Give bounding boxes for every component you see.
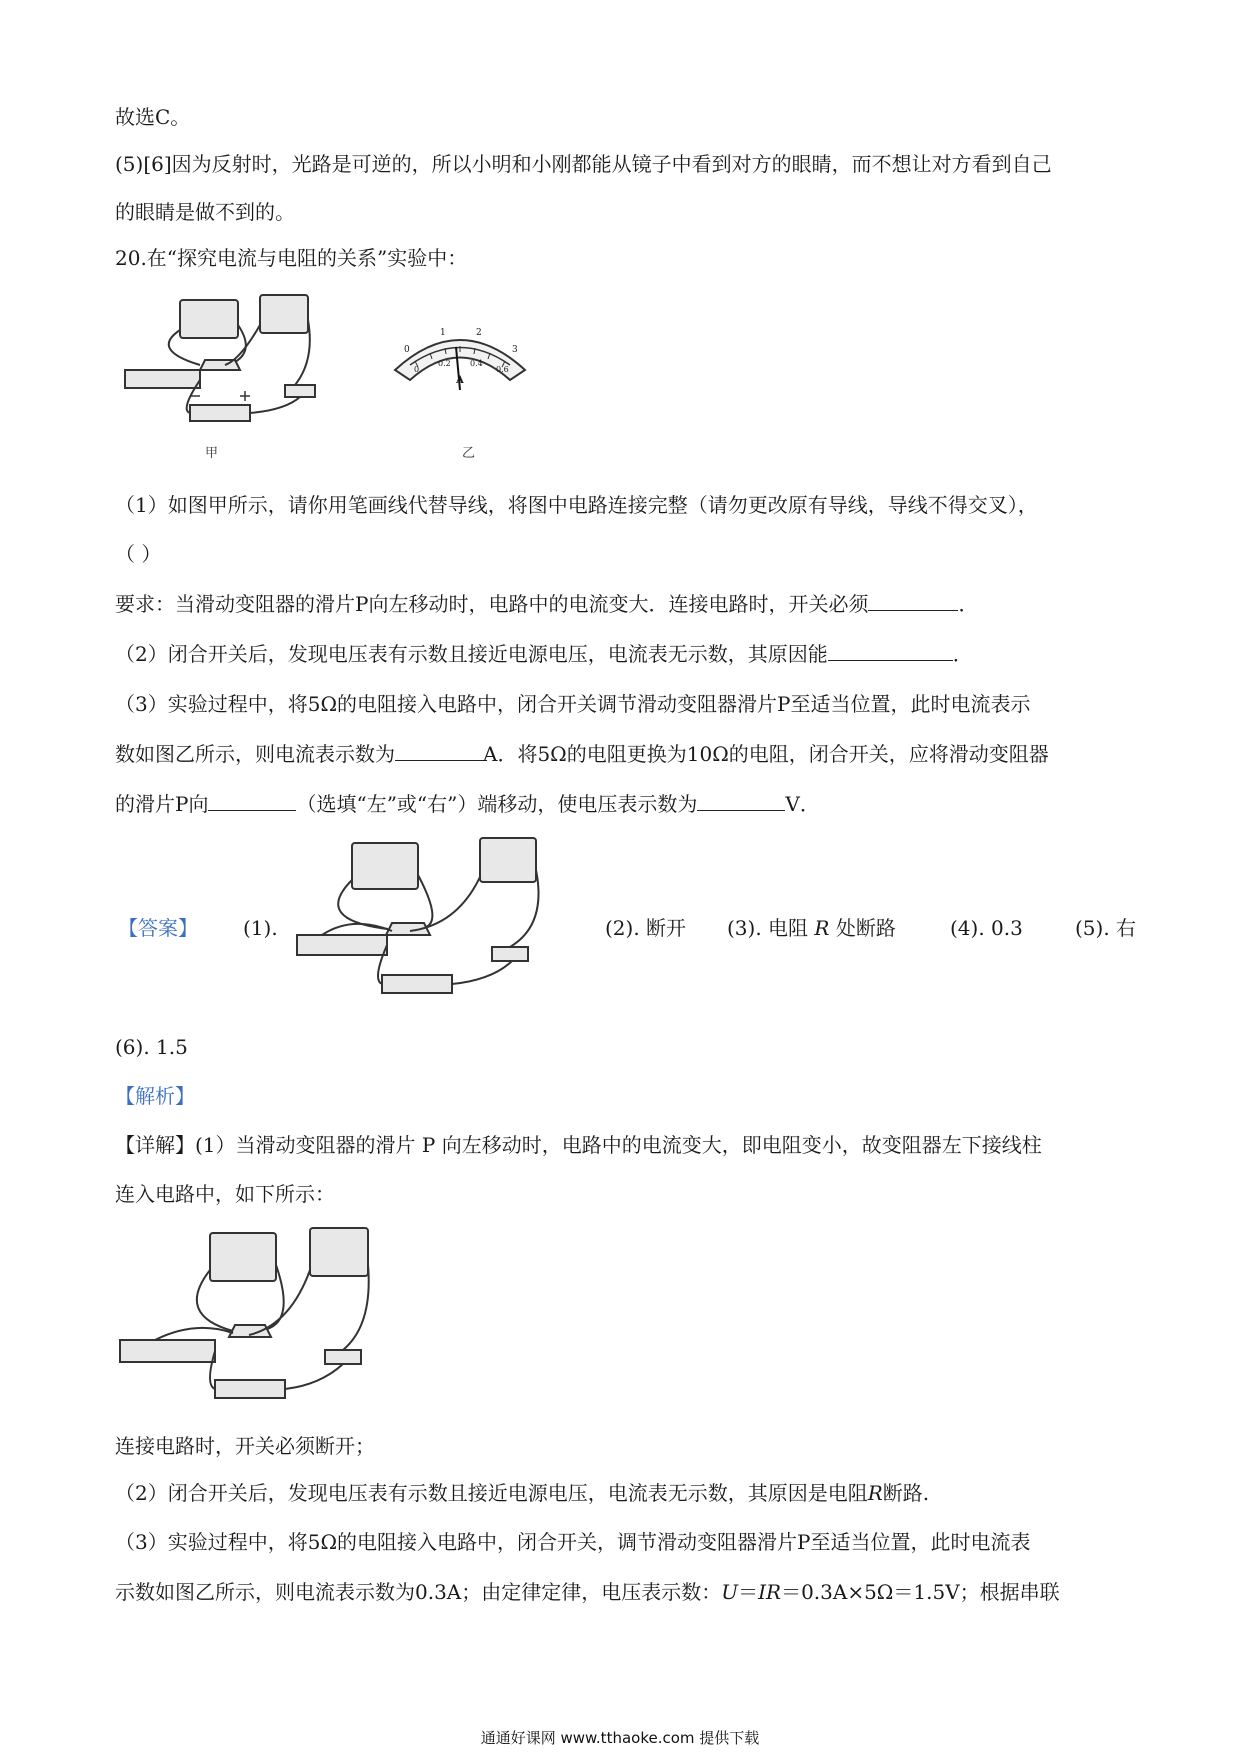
question-20-title: 20.在“探究电流与电阻的关系”实验中： [115,246,468,270]
question-3-line-c [115,790,820,818]
detail-4-end: 断路. [882,1481,930,1505]
detail-line-2: 连入电路中，如下所示： [115,1182,335,1206]
ammeter-tick-bottom-1: 0.2 [438,359,451,368]
detail-4-var: R [867,1481,883,1505]
detail-line-3: 连接电路时，开关必须断开； [115,1434,375,1458]
formula-ir: IR [758,1580,782,1604]
answer-2: (2). 断开 [605,916,687,940]
detail-4-text: （2）闭合开关后，发现电压表有示数且接近电源电压，电流表无示数，其原因是电阻 [115,1481,868,1505]
question-3-line-a: （3）实验过程中，将5Ω的电阻接入电路中，闭合开关调节滑动变阻器滑片P至适当位置，此时电流表示 [115,692,1031,716]
period: ． [952,642,973,666]
answer-5: (5). 右 [1075,916,1137,940]
ammeter-tick-bottom-2: 0.4 [470,359,483,368]
question-3b-text-1: 数如图乙所示，则电流表示数为 [115,742,395,766]
figure-yi-label: 乙 [462,446,476,461]
question-1-line-b: （ ） [115,542,162,566]
question-2-line [115,640,973,668]
detail-line-4 [115,1479,929,1507]
ammeter-unit-label: A [456,375,464,386]
answer-6: (6). 1.5 [115,1035,188,1059]
answer-3-end: 处断路 [835,916,896,940]
page-footer[interactable]: 通通好课网 www.tthaoke.com 提供下载 [480,1729,760,1747]
switch-state-blank[interactable] [868,590,958,611]
detail-line-6 [115,1578,1060,1606]
ammeter-tick-top-2: 2 [476,328,482,338]
direction-blank[interactable] [208,790,296,811]
detail-line-5: （3）实验过程中，将5Ω的电阻接入电路中，闭合开关，调节滑动变阻器滑片P至适当位置，此时电流表 [115,1530,1031,1554]
ammeter-tick-top-3: 3 [512,345,518,355]
answer-1-label: (1). [243,916,278,940]
answer-circuit-figure [292,835,567,1005]
ammeter-tick-top-1: 1 [440,328,446,338]
solution-circuit-figure [115,1225,375,1400]
analysis-tag: 【解析】 [115,1084,195,1108]
answer-3-text: (3). 电阻 [727,916,809,940]
ammeter-tick-bottom-0: 0 [414,365,420,374]
figure-jia-circuit [120,290,420,440]
voltage-blank[interactable] [697,790,785,811]
question-3c-text-3: V． [785,792,820,816]
answer-3 [727,914,896,942]
text-line-3: 的眼睛是做不到的。 [115,200,295,224]
question-2-text: （2）闭合开关后，发现电压表有示数且接近电源电压，电流表无示数，其原因能 [115,642,828,666]
answer-3-var: R [814,916,830,940]
figure-jia-label: 甲 [205,446,219,461]
question-1-text: 要求：当滑动变阻器的滑片P向左移动时，电路中的电流变大．连接电路时，开关必须 [115,592,869,616]
formula-u: U [721,1580,739,1604]
cause-blank[interactable] [828,640,953,661]
current-reading-blank[interactable] [395,740,483,761]
formula-eq: ＝ [738,1580,759,1604]
answer-4: (4). 0.3 [950,916,1023,940]
question-3c-text-2: （选填“左”或“右”）端移动，使电压表示数为 [296,792,698,816]
question-1-line-c [115,590,978,618]
question-3c-text-1: 的滑片P向 [115,792,209,816]
answer-tag: 【答案】 [118,916,198,940]
detail-line-1: 【详解】(1）当滑动变阻器的滑片 P 向左移动时，电路中的电流变大，即电阻变小，故变阻器左下接线柱 [115,1133,1042,1157]
period: ． [958,592,979,616]
text-line-1: 故选C。 [115,105,191,129]
ammeter-tick-top-0: 0 [404,345,410,355]
formula-rest: ＝0.3A×5Ω＝1.5V；根据串联 [781,1580,1060,1604]
ammeter-tick-bottom-3: 0.6 [496,365,509,374]
figure-yi-ammeter [390,325,530,405]
question-3-line-b [115,740,1049,768]
text-line-2: (5)[6]因为反射时，光路是可逆的，所以小明和小刚都能从镜子中看到对方的眼睛，而不想让对方看到自己 [115,152,1052,176]
detail-6-text: 示数如图乙所示，则电流表示数为0.3A；由定律定律，电压表示数： [115,1580,722,1604]
question-1-line-a: （1）如图甲所示，请你用笔画线代替导线，将图中电路连接完整（请勿更改原有导线，导线不得交叉）， [115,493,1038,517]
question-3b-text-2: A．将5Ω的电阻更换为10Ω的电阻，闭合开关，应将滑动变阻器 [483,742,1049,766]
